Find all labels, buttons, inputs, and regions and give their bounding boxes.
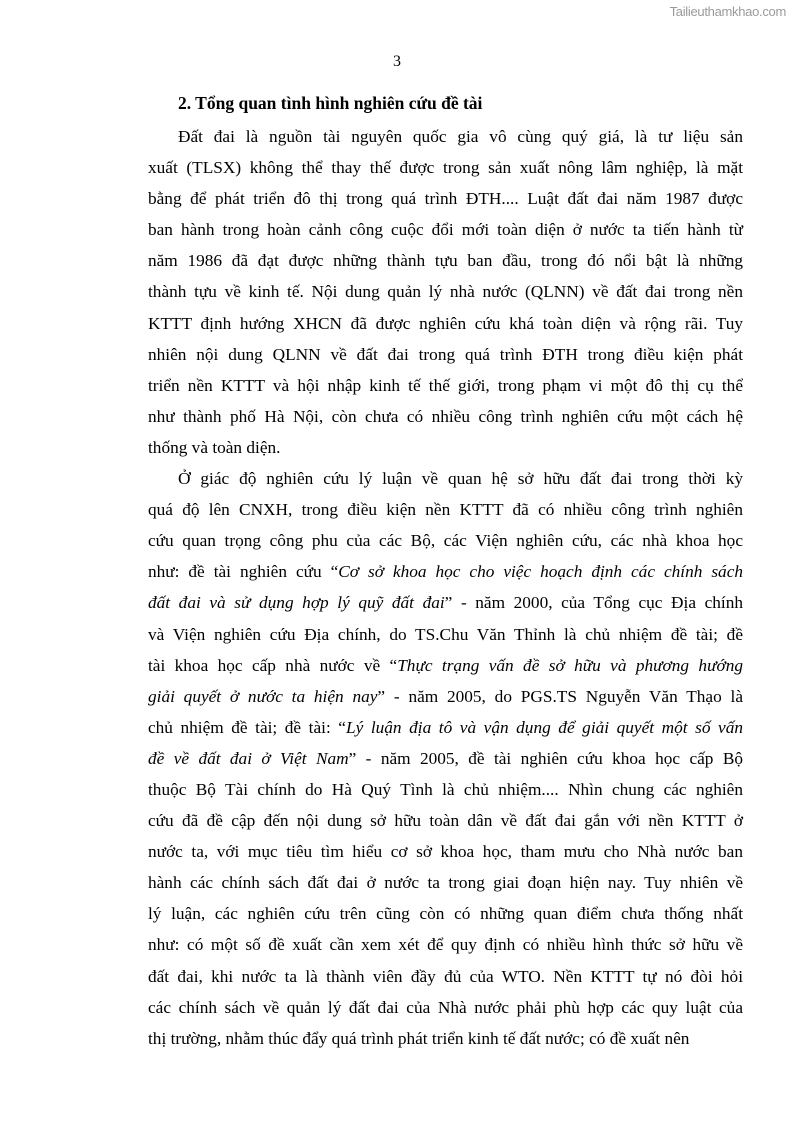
text-segment: các chính sách về quản lý đất đai của Nhà nước phải phù hợp các quy luật của [148,997,743,1017]
text-line [148,685,743,716]
text-segment: nước ta, với mục tiêu tìm hiểu cơ sở khoa học, tham mưu cho Nhà nước ban [148,842,743,862]
text-line [148,374,743,405]
text-segment: năm 1986 đã đạt được những thành tựu ban đầu, trong đó nổi bật là những [148,251,743,271]
text-line [148,312,743,343]
text-segment: Đất đai là nguồn tài nguyên quốc gia vô cùng quý giá, là tư liệu sản [178,127,743,146]
text-line [148,778,743,809]
italic-title-text: đề về đất đai ở Việt Nam [148,748,349,768]
text-segment: ” - năm 2005, do PGS.TS Nguyễn Văn Thạo là [377,686,743,706]
watermark: Tailieuthamkhao.com [669,4,786,19]
text-segment: thuộc Bộ Tài chính do Hà Quý Tình là chủ nhiệm.... Nhìn chung các nghiên [148,779,743,799]
text-segment: triển nền KTTT và hội nhập kinh tế thế giới, trong phạm vi một đô thị cụ thể [148,375,743,395]
text-line [148,933,743,964]
text-segment: cứu quan trọng công phu của các Bộ, các Viện nghiên cứu, các nhà khoa học [148,531,743,551]
text-line [148,996,743,1027]
text-line [148,280,743,311]
text-line [148,965,743,996]
text-line [148,187,743,218]
text-segment: và Viện nghiên cứu Địa chính, do TS.Chu Văn Thỉnh là chủ nhiệm đề tài; đề [148,624,743,644]
text-line [148,405,743,436]
text-segment: ” - năm 2005, đề tài nghiên cứu khoa học cấp Bộ [348,748,743,768]
text-segment: quá độ lên CNXH, trong điều kiện nền KTTT đã có nhiều công trình nghiên [148,500,743,520]
text-segment: xuất (TLSX) không thể thay thế được trong sản xuất nông lâm nghiệp, là mặt [148,158,743,178]
text-line [148,591,743,622]
text-segment: ” - năm 2000, của Tổng cục Địa chính [444,593,743,613]
text-line [148,623,743,654]
text-line [148,529,743,560]
text-line [148,560,743,591]
text-segment: nhiên nội dung QLNN về đất đai trong quá trình ĐTH trong điều kiện phát [148,344,743,364]
text-segment: Ở giác độ nghiên cứu lý luận về quan hệ sở hữu đất đai trong thời kỳ [178,469,743,489]
text-line [148,218,743,249]
text-line [148,156,743,187]
text-line [148,343,743,374]
section-heading: 2. Tổng quan tình hình nghiên cứu đề tài [178,93,483,113]
text-line [148,1027,743,1058]
page-number: 3 [393,53,401,70]
paragraph [148,125,743,467]
italic-title-text: đất đai và sử dụng hợp lý quỹ đất đai [148,593,445,613]
text-segment: đất đai, khi nước ta là thành viên đầy đủ của WTO. Nền KTTT tự nó đòi hỏi [148,966,743,986]
text-line [148,249,743,280]
text-line [148,716,743,747]
text-line [148,125,743,156]
text-segment: bằng để phát triển đô thị trong quá trình ĐTH.... Luật đất đai năm 1987 được [148,189,743,209]
text-line [148,654,743,685]
text-line [148,436,743,467]
text-segment: cứu đã đề cập đến nội dung sở hữu toàn dân về đất đai gắn với nền KTTT ở [148,811,743,831]
text-line [148,747,743,778]
text-segment: như: đề tài nghiên cứu “ [148,562,339,582]
document-body [148,125,743,1058]
text-segment: hành các chính sách đất đai ở nước ta trong giai đoạn hiện nay. Tuy nhiên về [148,873,743,893]
text-segment: lý luận, các nghiên cứu trên cũng còn có những quan điểm chưa thống nhất [148,904,743,924]
text-segment: KTTT định hướng XHCN đã được nghiên cứu khá toàn diện và rộng rãi. Tuy [148,313,743,333]
text-line [148,498,743,529]
text-line [148,840,743,871]
text-segment: tài khoa học cấp nhà nước về “ [148,655,398,675]
italic-title-text: Lý luận địa tô và vận dụng để giải quyết một số vấn [345,717,743,737]
text-line [148,467,743,498]
text-line [148,809,743,840]
italic-title-text: Thực trạng vấn đề sở hữu và phương hướng [397,655,743,675]
text-segment: thị trường, nhằm thúc đẩy quá trình phát triển kinh tế đất nước; có đề xuất nên [148,1028,690,1048]
text-segment: chủ nhiệm đề tài; đề tài: “ [148,717,346,737]
text-line [148,902,743,933]
text-segment: thành tựu về kinh tế. Nội dung quản lý nhà nước (QLNN) về đất đai trong nền [148,282,743,302]
paragraph [148,467,743,1058]
italic-title-text: Cơ sở khoa học cho việc hoạch định các chính sách [338,562,744,582]
italic-title-text: giải quyết ở nước ta hiện nay [148,686,378,706]
text-segment: như thành phố Hà Nội, còn chưa có nhiều công trình nghiên cứu một cách hệ [148,406,743,426]
text-segment: như: có một số đề xuất cần xem xét để quy định có nhiều hình thức sở hữu về [148,935,743,955]
text-segment: thống và toàn diện. [148,437,281,457]
text-line [148,871,743,902]
text-segment: ban hành trong hoàn cảnh công cuộc đổi mới toàn diện ở nước ta tiến hành từ [148,220,743,240]
